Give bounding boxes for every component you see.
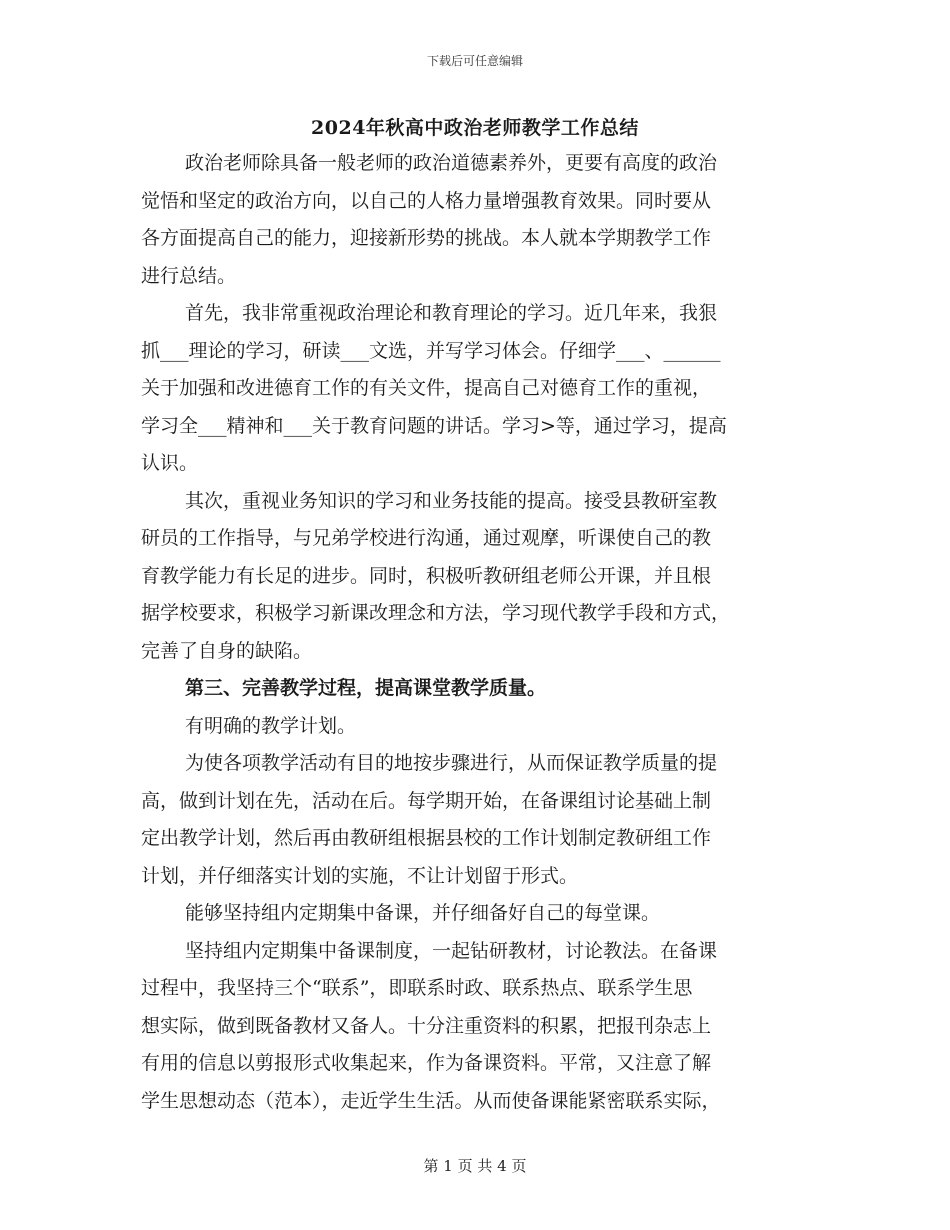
page-number: 第 1 页 共 4 页	[423, 1157, 527, 1175]
paragraph-line: 觉悟和坚定的政治方向，以自己的人格力量增强教育效果。同时要从	[141, 189, 712, 212]
paragraph-line: 定出教学计划，然后再由教研组根据县校的工作计划制定教研组工作	[141, 827, 712, 849]
paragraph-line: 首先，我非常重视政治理论和教育理论的学习。近几年来，我狠	[185, 302, 718, 324]
paragraph-line: 高，做到计划在先，活动在后。每学期开始，在备课组讨论基础上制	[141, 789, 712, 812]
paragraph-line: 进行总结。	[141, 264, 237, 287]
paragraph-line: 完善了自身的缺陷。	[141, 639, 313, 662]
paragraph-line: 认识。	[141, 452, 199, 474]
paragraph-line: 计划，并仔细落实计划的实施，不让计划留于形式。	[141, 864, 579, 887]
paragraph-line: 想实际，做到既备教材又备人。十分注重资料的积累，把报刊杂志上	[141, 1014, 712, 1037]
section-heading: 第三、完善教学过程，提高课堂教学质量。	[185, 677, 547, 699]
paragraph-line: 有用的信息以剪报形式收集起来，作为备课资料。平常，又注意了解	[141, 1052, 712, 1074]
header-note: 下载后可任意编辑	[426, 54, 523, 68]
paragraph-line: 各方面提高自己的能力，迎接新形势的挑战。本人就本学期教学工作	[141, 227, 712, 249]
paragraph-line: 育教学能力有长足的进步。同时，积极听教研组老师公开课，并且根	[141, 564, 712, 587]
paragraph-line: 抓___理论的学习，研读___文选，并写学习体会。仔细学___、______	[141, 339, 721, 362]
paragraph-line: 其次，重视业务知识的学习和业务技能的提高。接受县教研室教	[185, 489, 718, 512]
paragraph-line: 有明确的教学计划。	[185, 714, 357, 737]
document-body	[141, 145, 803, 1120]
paragraph-line: 为使各项教学活动有目的地按步骤进行，从而保证教学质量的提	[185, 752, 718, 774]
paragraph-line: 据学校要求，积极学习新课改理念和方法，学习现代教学手段和方式，	[141, 602, 731, 624]
paragraph-line: 研员的工作指导，与兄弟学校进行沟通，通过观摩，听课使自己的教	[141, 527, 712, 549]
paragraph-line: 坚持组内定期集中备课制度，一起钻研教材，讨论教法。在备课	[185, 939, 718, 962]
paragraph-line: 学习全___精神和___关于教育问题的讲话。学习>等，通过学习，提高	[141, 414, 727, 437]
paragraph-line: 关于加强和改进德育工作的有关文件，提高自己对德育工作的重视，	[141, 377, 712, 399]
paragraph-line: 学生思想动态（范本），走近学生生活。从而使备课能紧密联系实际，	[141, 1089, 721, 1112]
paragraph-line: 政治老师除具备一般老师的政治道德素养外，更要有高度的政治	[185, 152, 718, 174]
document-title: 2024年秋高中政治老师教学工作总结	[311, 117, 639, 139]
paragraph-line: 过程中，我坚持三个“联系”，即联系时政、联系热点、联系学生思	[141, 977, 693, 999]
paragraph-line: 能够坚持组内定期集中备课，并仔细备好自己的每堂课。	[185, 902, 661, 924]
